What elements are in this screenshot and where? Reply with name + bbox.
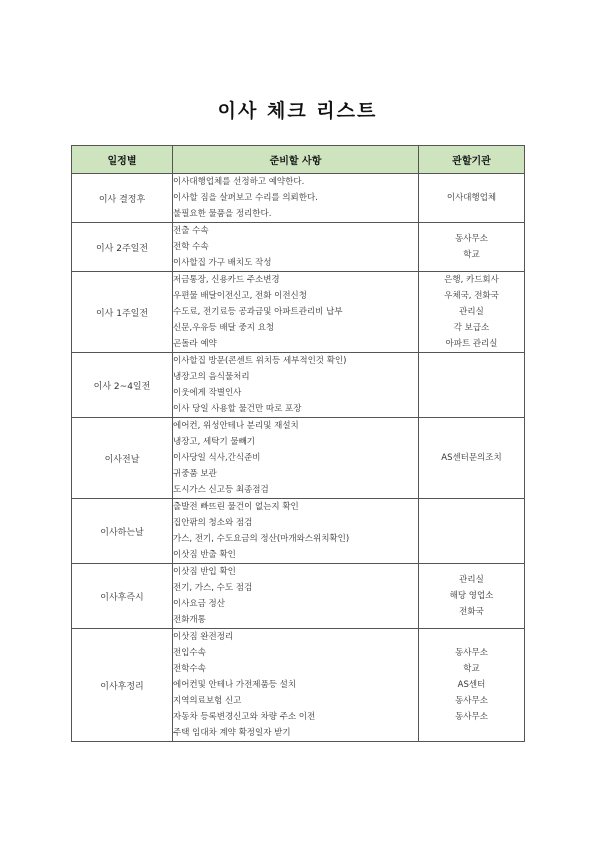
- table-row: [72, 629, 525, 742]
- task-item: 이사할 짐을 살펴보고 수리를 의뢰한다.: [173, 193, 318, 203]
- org-item: 해당 영업소: [449, 591, 494, 601]
- table-header-row: [72, 146, 525, 174]
- moving-checklist-table: [71, 145, 525, 742]
- table-row: [72, 353, 525, 418]
- org-item: 관리실: [459, 575, 484, 585]
- task-item: 이삿짐 완전정리: [173, 632, 234, 642]
- task-item: 전화개통: [173, 615, 206, 625]
- table-row: [72, 174, 525, 223]
- table-body: [72, 174, 525, 742]
- task-item: 이사대행업체를 선정하고 예약한다.: [173, 177, 305, 187]
- table-row: [72, 418, 525, 499]
- task-item: 수도료, 전기료등 공과금및 아파트관리비 납부: [173, 307, 343, 317]
- orgs-cell: [419, 499, 525, 564]
- task-item: 이삿짐 반출 확인: [173, 550, 236, 560]
- table-row: [72, 564, 525, 629]
- org-item: 학교: [463, 664, 480, 674]
- orgs-cell: [419, 223, 525, 272]
- tasks-cell: [173, 272, 419, 353]
- task-item: 불필요한 물품을 정리한다.: [173, 209, 272, 219]
- tasks-cell: [173, 353, 419, 418]
- task-item: 출발전 빠뜨린 물건이 없는지 확인: [173, 502, 299, 512]
- task-item: 이사당일 식사,간식준비: [173, 453, 261, 463]
- org-item: 은행, 카드회사: [444, 275, 499, 285]
- page-title: 이사 체크 리스트: [217, 100, 378, 122]
- period-cell: 이사 2주일전: [72, 223, 173, 272]
- org-item: 동사무소: [455, 234, 488, 244]
- table-row: [72, 223, 525, 272]
- period-cell: 이사후정리: [72, 629, 173, 742]
- task-item: 전출 수속: [173, 226, 209, 236]
- task-item: 냉장고의 음식물처리: [173, 372, 250, 382]
- task-item: 이삿짐 반입 확인: [173, 567, 236, 577]
- task-item: 이사할집 방문(콘센트 위치등 세부적인것 확인): [173, 356, 347, 366]
- task-item: 전입수속: [173, 648, 206, 658]
- tasks-cell: [173, 418, 419, 499]
- task-item: 전기, 가스, 수도 점검: [173, 583, 253, 593]
- header-tasks: 준비할 사항: [173, 146, 419, 174]
- org-item: AS센터문의조치: [441, 453, 502, 463]
- task-item: 저금통장, 신용카드 주소변경: [173, 275, 280, 285]
- task-item: 이사요금 정산: [173, 599, 225, 609]
- orgs-cell: [419, 174, 525, 223]
- org-item: 학교: [463, 250, 480, 260]
- task-item: 냉장고, 세탁기 물빼기: [173, 437, 256, 447]
- task-item: 지역의료보험 신고: [173, 696, 242, 706]
- task-item: 에어컨, 위성안테나 분리및 재설치: [173, 421, 299, 431]
- org-item: 동사무소: [455, 648, 488, 658]
- task-item: 이사 당일 사용할 물건만 따로 포장: [173, 404, 302, 414]
- task-item: 집안팎의 청소와 점검: [173, 518, 253, 528]
- org-item: 관리실: [459, 307, 484, 317]
- period-cell: 이사 2~4일전: [72, 353, 173, 418]
- period-cell: 이사전날: [72, 418, 173, 499]
- task-item: 곤돌라 예약: [173, 339, 217, 349]
- org-item: 우체국, 전화국: [444, 291, 499, 301]
- org-item: 이사대행업체: [446, 193, 497, 203]
- orgs-cell: [419, 272, 525, 353]
- task-item: 에어컨및 안테나 가전제품등 설치: [173, 680, 297, 690]
- task-item: 신문,우유등 배달 중지 요청: [173, 323, 275, 333]
- task-item: 도시가스 신고등 최종점검: [173, 485, 269, 495]
- org-item: 각 보급소: [453, 323, 490, 333]
- orgs-cell: [419, 418, 525, 499]
- tasks-cell: [173, 564, 419, 629]
- tasks-cell: [173, 629, 419, 742]
- task-item: 자동차 등록변경신고와 차량 주소 이전: [173, 712, 316, 722]
- task-item: 이웃에게 작별인사: [173, 388, 242, 398]
- tasks-cell: [173, 174, 419, 223]
- table-row: [72, 499, 525, 564]
- org-item: AS센터: [457, 680, 486, 690]
- orgs-cell: [419, 353, 525, 418]
- period-cell: 이사 1주일전: [72, 272, 173, 353]
- task-item: 전학 수속: [173, 242, 209, 252]
- task-item: 귀중품 보관: [173, 469, 217, 479]
- task-item: 가스, 전기, 수도요금의 정산(마개와스위치확인): [173, 534, 350, 544]
- header-orgs: 관할기관: [419, 146, 525, 174]
- header-period: 일정별: [72, 146, 173, 174]
- org-item: 동사무소: [455, 696, 488, 706]
- orgs-cell: [419, 564, 525, 629]
- period-cell: 이사 결정후: [72, 174, 173, 223]
- task-item: 우편물 배달이전신고, 전화 이전신청: [173, 291, 307, 301]
- org-item: 전화국: [459, 607, 484, 617]
- table-row: [72, 272, 525, 353]
- task-item: 전학수속: [173, 664, 206, 674]
- org-item: 동사무소: [455, 712, 488, 722]
- tasks-cell: [173, 223, 419, 272]
- task-item: 주택 임대차 계약 확정일자 받기: [173, 728, 291, 738]
- period-cell: 이사하는날: [72, 499, 173, 564]
- task-item: 이사할집 가구 배치도 작성: [173, 258, 272, 268]
- orgs-cell: [419, 629, 525, 742]
- period-cell: 이사후즉시: [72, 564, 173, 629]
- org-item: 아파트 관리실: [445, 339, 498, 349]
- tasks-cell: [173, 499, 419, 564]
